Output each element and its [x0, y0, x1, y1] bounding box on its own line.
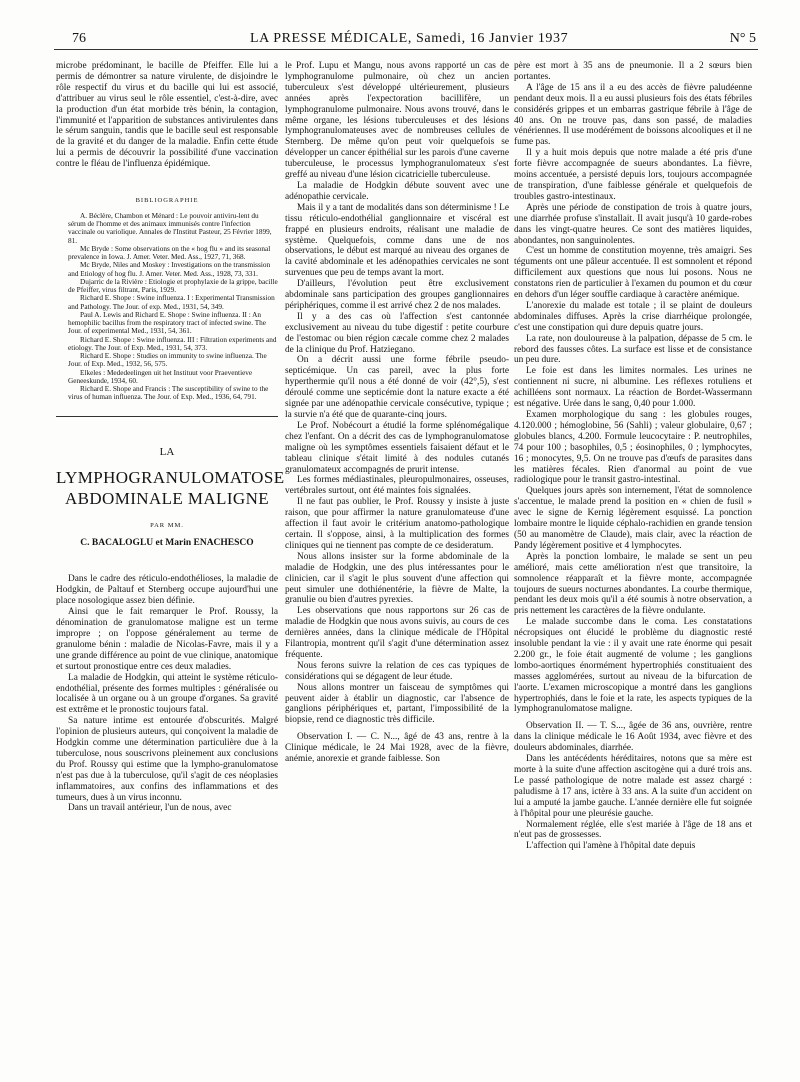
body-paragraph: Dans un travail antérieur, l'un de nous, avec [68, 803, 232, 814]
article-title: LYMPHOGRANULOMATOSE ABDOMINALE MALIGNE [56, 467, 285, 508]
byline-prefix: PAR MM. [150, 521, 184, 529]
bibliography-entry: Elkeles : Mededeelingen uit het Instituut voor Praeventieve Geneeskunde, 1934, 60. [68, 368, 253, 385]
body-paragraph: Le Prof. Nobécourt a étudié la forme splénomégalique chez l'enfant. On a décrit des cas de lymphogranulomatose maligne où les symptômes essentiels faisaient défaut et le tableau clinique s'était limité à des nodules cutanés granulomateux accompagnés de prurit intense. [285, 420, 509, 475]
body-paragraph: On a décrit aussi une forme fébrile pseudo-septicémique. Un cas pareil, avec la plus forte hyperthermie qu'il nous a été donné de voir (42°,5), s'est déroulé comme une septicémie dont la nature exacte a été signée par une adénopathie cervicale consécutive, typique ; la survie n'a été que de quarante-cinq jours. [285, 355, 509, 420]
body-paragraph: Sa nature intime est entourée d'obscurités. Malgré l'opinion de plusieurs auteurs, qui conçoivent la maladie de Hodgkin comme une détermination particulière due à la tuberculose, nous souscrivons pleinement aux conclusions du Prof. Roussy qui estime que la lympho-granulomatose n'est pas due à la tuberculose, qu'il s'agit de ces néoplasies inflammatoires, aux confins des inflammations et des tumeurs, dues à un virus inconnu. [56, 716, 278, 803]
body-paragraph: Il y a des cas où l'affection s'est cantonnée exclusivement au niveau du tube digestif : petite courbure de l'estomac ou bien région cæcale comme chez 2 malades de la clinique du Prof. Hatziegano. [285, 311, 509, 355]
body-paragraph: Normalement réglée, elle s'est mariée à l'âge de 18 ans et n'eut pas de grossesses. [514, 819, 752, 841]
journal-title: LA PRESSE MÉDICALE, Samedi, 16 Janvier 1937 [250, 31, 569, 46]
column-3 [514, 61, 752, 852]
body-paragraph: père est mort à 35 ans de pneumonie. Il a 2 sœurs bien portantes. [514, 61, 752, 82]
body-paragraph: L'affection qui l'amène à l'hôpital date depuis [526, 841, 696, 852]
body-paragraph: La maladie de Hodgkin débute souvent avec une adénopathie cervicale. [285, 180, 509, 202]
bibliography-entry: Mc Bryde, Niles and Moskey : Investigations on the transmission and Etiology of hog flu. J. Amer. Veter. Med. Ass., 1928, 73, 331. [68, 261, 271, 278]
bibliography-heading: BIBLIOGRAPHIE [135, 197, 199, 205]
section-separator [56, 416, 278, 417]
bibliography-entry: Dujarric de la Rivière : Etiologie et prophylaxie de la grippe, bacille de Pfeiffer, virus filtrant, Paris, 1929. [68, 277, 278, 295]
body-paragraph: C'est un homme de constitution moyenne, très amaigri. Ses téguments ont une pâleur accentuée. Il est somnolent et répond difficilement aux questions que nous lui posons. Nous ne constatons rien de particulier à l'examen du poumon et du cœur en dehors d'un léger souffle cardiaque à caractère anémique. [514, 246, 752, 301]
body-paragraph: D'ailleurs, l'évolution peut être exclusivement abdominale sans participation des groupes ganglionnaires périphériques, comme il est arrivé chez 2 de nos malades. [285, 279, 509, 311]
observation-paragraph: Observation II. — T. S..., âgée de 36 ans, ouvrière, rentre dans la clinique médicale le 16 Août 1934, avec fièvre et des douleurs abdominales, diarrhée. [514, 721, 752, 754]
body-paragraph: Les formes médiastinales, pleuropulmonaires, osseuses, vertébrales surtout, ont été maintes fois signalées. [285, 475, 509, 497]
column-2 [285, 61, 509, 765]
bibliography-entry: A. Béclère, Chambon et Ménard : Le pouvoir antiviru-lent du sérum de l'homme et des animaux immunisés contre l'infection vaccinale ou variolique. Annales de l'Institut Pasteur, 25 Février 1899, 81. [68, 211, 272, 245]
body-paragraph: La maladie de Hodgkin, qui atteint le système réticulo-endothélial, présente des formes multiples : généralisée ou localisée à un organe ou à un groupe d'organes. Sa gravité est extrême et le pronostic toujours fatal. [56, 672, 278, 716]
body-paragraph: Nous allons montrer un faisceau de symptômes qui peuvent aider à établir un diagnostic, car l'absence de ganglions périphériques et, partant, l'impossibilité de la biopsie, rend ce diagnostic très difficile. [285, 682, 509, 726]
body-paragraph: Après une période de constipation de trois à quatre jours, une diarrhée profuse s'installait. Il avait jusqu'à 10 garde-robes dans les vingt-quatre heures. Ce sont des matières liquides, abondantes, non sanguinolentes. [514, 202, 752, 246]
column-1 [56, 61, 285, 814]
body-paragraph: Dans les antécédents héréditaires, notons que sa mère est morte à la suite d'une affection ascitogène qui a duré trois ans. Le passé pathologique de notre malade est assez chargé : paludisme à 17 ans, ictère à 33 ans. A la suite d'un accident on lui a amputé la jambe gauche. L'année dernière elle fut soignée à l'hôpital pour une pleurésie gauche. [514, 754, 752, 819]
body-paragraph: Le foie est dans les limites normales. Les urines ne contiennent ni sucre, ni albumine. Les réflexes rotuliens et achilléens sont normaux. La réaction de Bordet-Wassermann est négative. Urée dans le sang, 0,40 pour 1.000. [514, 366, 752, 410]
intro-paragraph: microbe prédominant, le bacille de Pfeiffer. Elle lui a permis de démontrer sa nature virulente, de disjoindre le rôle respectif du virus et du bacille qui lui est associé, d'attribuer au virus seul le rôle essentiel, c'est-à-dire, avec la production d'un état morbide très bénin, la contagion, l'immunité et l'apparition de substances antivirulentes dans le sérum sanguin, tandis que le bacille seul est responsable de la gravité et du danger de la maladie. Enfin cette étude lui a permis de découvrir la possibilité d'une vaccination contre le fléau de l'influenza épidémique. [56, 61, 278, 170]
header-rule [54, 49, 758, 50]
bibliography-entry: Richard E. Shope : Swine influenza. III : Filtration experiments and etiology. The Jour. of Exp. Med., 1931, 54, 373. [68, 335, 277, 352]
article-authors: C. BACALOGLU et Marin ENACHESCO [80, 537, 254, 548]
bibliography-entry: Richard E. Shope : Swine influenza. I : Experimental Transmission and Pathology. The Jour. of exp. Med., 1931, 54, 349. [68, 294, 275, 311]
body-paragraph: Il ne faut pas oublier, le Prof. Roussy y insiste à juste raison, que pour affirmer la nature granulomateuse d'une affection il faut avoir le critérium anatomo-pathologique certain. Il s'oppose, ainsi, à la multiplication des formes cliniques qui ne tiennent pas compte de ce desideratum. [285, 497, 509, 551]
body-paragraph: Le malade succombe dans le coma. Les constatations nécropsiques ont élucidé le problème du diagnostic resté insoluble pendant la vie : il y avait une rate énorme qui pesait 2.200 gr., le foie était augmenté de volume ; les ganglions lombo-aortiques énormément hypertrophiés constituaient des masses agglomérées, surtout au niveau de la bifurcation de l'aorte. L'examen microscopique a montré dans les ganglions hypertrophiés, dans le foie et la rate, les aspects typiques de la lymphogranulomatose maligne. [514, 617, 752, 715]
body-paragraph: A l'âge de 15 ans il a eu des accès de fièvre paludéenne pendant deux mois. Il a eu aussi plusieurs fois des états fébriles considérés grippes et un embarras gastrique fébrile à l'âge de 40 ans. On ne trouve pas, dans son passé, de maladies vénériennes. Il use modérément de boissons alcooliques et il ne fume pas. [514, 82, 752, 148]
body-paragraph: Mais il y a tant de modalités dans son déterminisme ! Le tissu réticulo-endothélial ganglionnaire et viscéral est frappé en plusieurs endroits, réalisant une maladie de système. Quelquefois, comme dans une de nos observations, le début est marqué au niveau des organes de la cavité abdominale et les adénopathies cervicales ne sont survenues que peu de temps avant la mort. [285, 202, 509, 279]
body-paragraph: L'anorexie du malade est totale ; il se plaint de douleurs abdominales diffuses. Après la crise diarrhéique prolongée, c'est une constipation qui dure depuis quatre jours. [514, 300, 752, 333]
body-paragraph: Dans le cadre des réticulo-endothélioses, la maladie de Hodgkin, de Paltauf et Sternberg occupe aujourd'hui une place nosologique assez bien définie. [56, 574, 278, 607]
body-paragraph: Nous allons insister sur la forme abdominale de la maladie de Hodgkin, une des plus intéressantes pour le clinicien, car il s'agit le plus souvent d'une affection qui peut simuler une dothiénentérie, la fièvre de Malte, la granulie ou bien d'autres pyrexies. [285, 551, 509, 606]
bibliography-entry: Richard E. Shope and Francis : The susceptibility of swine to the virus of human influenza. The Jour. of Exp. Med., 1936, 64, 791. [68, 385, 269, 402]
page-number: 76 [72, 31, 86, 46]
bibliography-entry: Paul A. Lewis and Richard E. Shope : Swine influenza. II : An hemophilic bacillus from the respiratory tract of infected swine. The Jour. of experimental Med., 1931, 54, 361. [68, 310, 266, 336]
bibliography-entry: Richard E. Shope : Studies on immunity to swine influenza. The Jour. of Exp. Med., 1932, 56, 575. [68, 352, 267, 369]
body-paragraph: Ainsi que le fait remarquer le Prof. Roussy, la dénomination de granulomatose maligne est un terme impropre ; on l'oppose généralement au terme de granulome bénin : maladie de Nicolas-Favre, mais il y a une grande différence au point de vue clinique, anatomique et surtout pronostique entre ces deux maladies. [56, 607, 278, 672]
observation-paragraph: Observation I. — C. N..., âgé de 43 ans, rentre à la Clinique médicale, le 24 Mai 1928, avec de la fièvre, anémie, anorexie et grande faiblesse. Son [285, 732, 509, 765]
body-paragraph: Examen morphologique du sang : les globules rouges, 4.120.000 ; hémoglobine, 56 (Sahli) ; valeur globulaire, 0,67 ; globules blancs, 4.200. Formule leucocytaire : P. neutrophiles, 74 pour 100 ; basophiles, 0,5 ; éosinophiles, 0 ; lymphocytes, 16 ; monocytes, 9,5. On ne trouve pas d'œufs de parasites dans les matières fécales. Rien d'anormal au point de vue radiologique pour le transit gastro-intestinal. [514, 410, 752, 486]
issue-number: N° 5 [729, 31, 756, 46]
body-paragraph: Il y a huit mois depuis que notre malade a été pris d'une forte fièvre accompagnée de sueurs abondantes. La fièvre, moins accentuée, a persisté depuis lors, toujours accompagnée de transpiration, d'une faiblesse générale et quelquefois de troubles gastro-intestinaux. [514, 148, 752, 202]
article-kicker: LA [159, 445, 175, 458]
body-paragraph: Les observations que nous rapportons sur 26 cas de maladie de Hodgkin que nous avons suivis, au cours de ces dernières années, dans la clinique médicale de l'Hôpital Filantropia, montrent qu'il s'agit d'une détermination assez fréquente. [285, 606, 509, 660]
body-paragraph: La rate, non douloureuse à la palpation, dépasse de 5 cm. le rebord des fausses côtes. La surface est lisse et de consistance un peu dure. [514, 333, 752, 366]
body-paragraph: le Prof. Lupu et Mangu, nous avons rapporté un cas de lymphogranulome pulmonaire, où chez un ancien tuberculeux s'est développé ultérieurement, plusieurs années après l'expectoration bacillifère, un lymphogranulome pulmonaire. Nous avons trouvé, dans le même organe, les lésions tuberculeuses et des lésions lymphogranulomateuses avec de nombreuses cellules de Sternberg. De même qu'on peut voir quelquefois se développer un cancer épithélial sur les parois d'une caverne tuberculeuse, le processus lymphogranulomateux s'est greffé au niveau d'une lésion cicatricielle tuberculeuse. [285, 61, 509, 181]
running-header [72, 31, 756, 47]
body-paragraph: Nous ferons suivre la relation de ces cas typiques de considérations qui se dégagent de leur étude. [285, 660, 509, 682]
bibliography-entry: Mc Bryde : Some observations on the « hog flu » and its seasonal prevalence in Iowa. J. Amer. Veter. Med. Ass., 1927, 71, 368. [68, 244, 271, 262]
body-paragraph: Quelques jours après son internement, l'état de somnolence s'accentue, le malade prend la position en « chien de fusil » avec le signe de Kernig légèrement esquissé. La ponction lombaire montre le liquide céphalo-rachidien en grande tension (50 au manomètre de Claude), mais clair, avec la réaction de Pandy légèrement positive et 4 lymphocytes. [514, 486, 752, 551]
body-paragraph: Après la ponction lombaire, le malade se sent un peu amélioré, mais cette amélioration n'est que transitoire, la somnolence réapparaît et la fièvre monte, accompagnée toujours de sueurs nocturnes abondantes. La courbe thermique, pendant les deux mois qu'il a été soumis à notre observation, a pris nettement les caractères de la fièvre ondulante. [514, 551, 752, 617]
